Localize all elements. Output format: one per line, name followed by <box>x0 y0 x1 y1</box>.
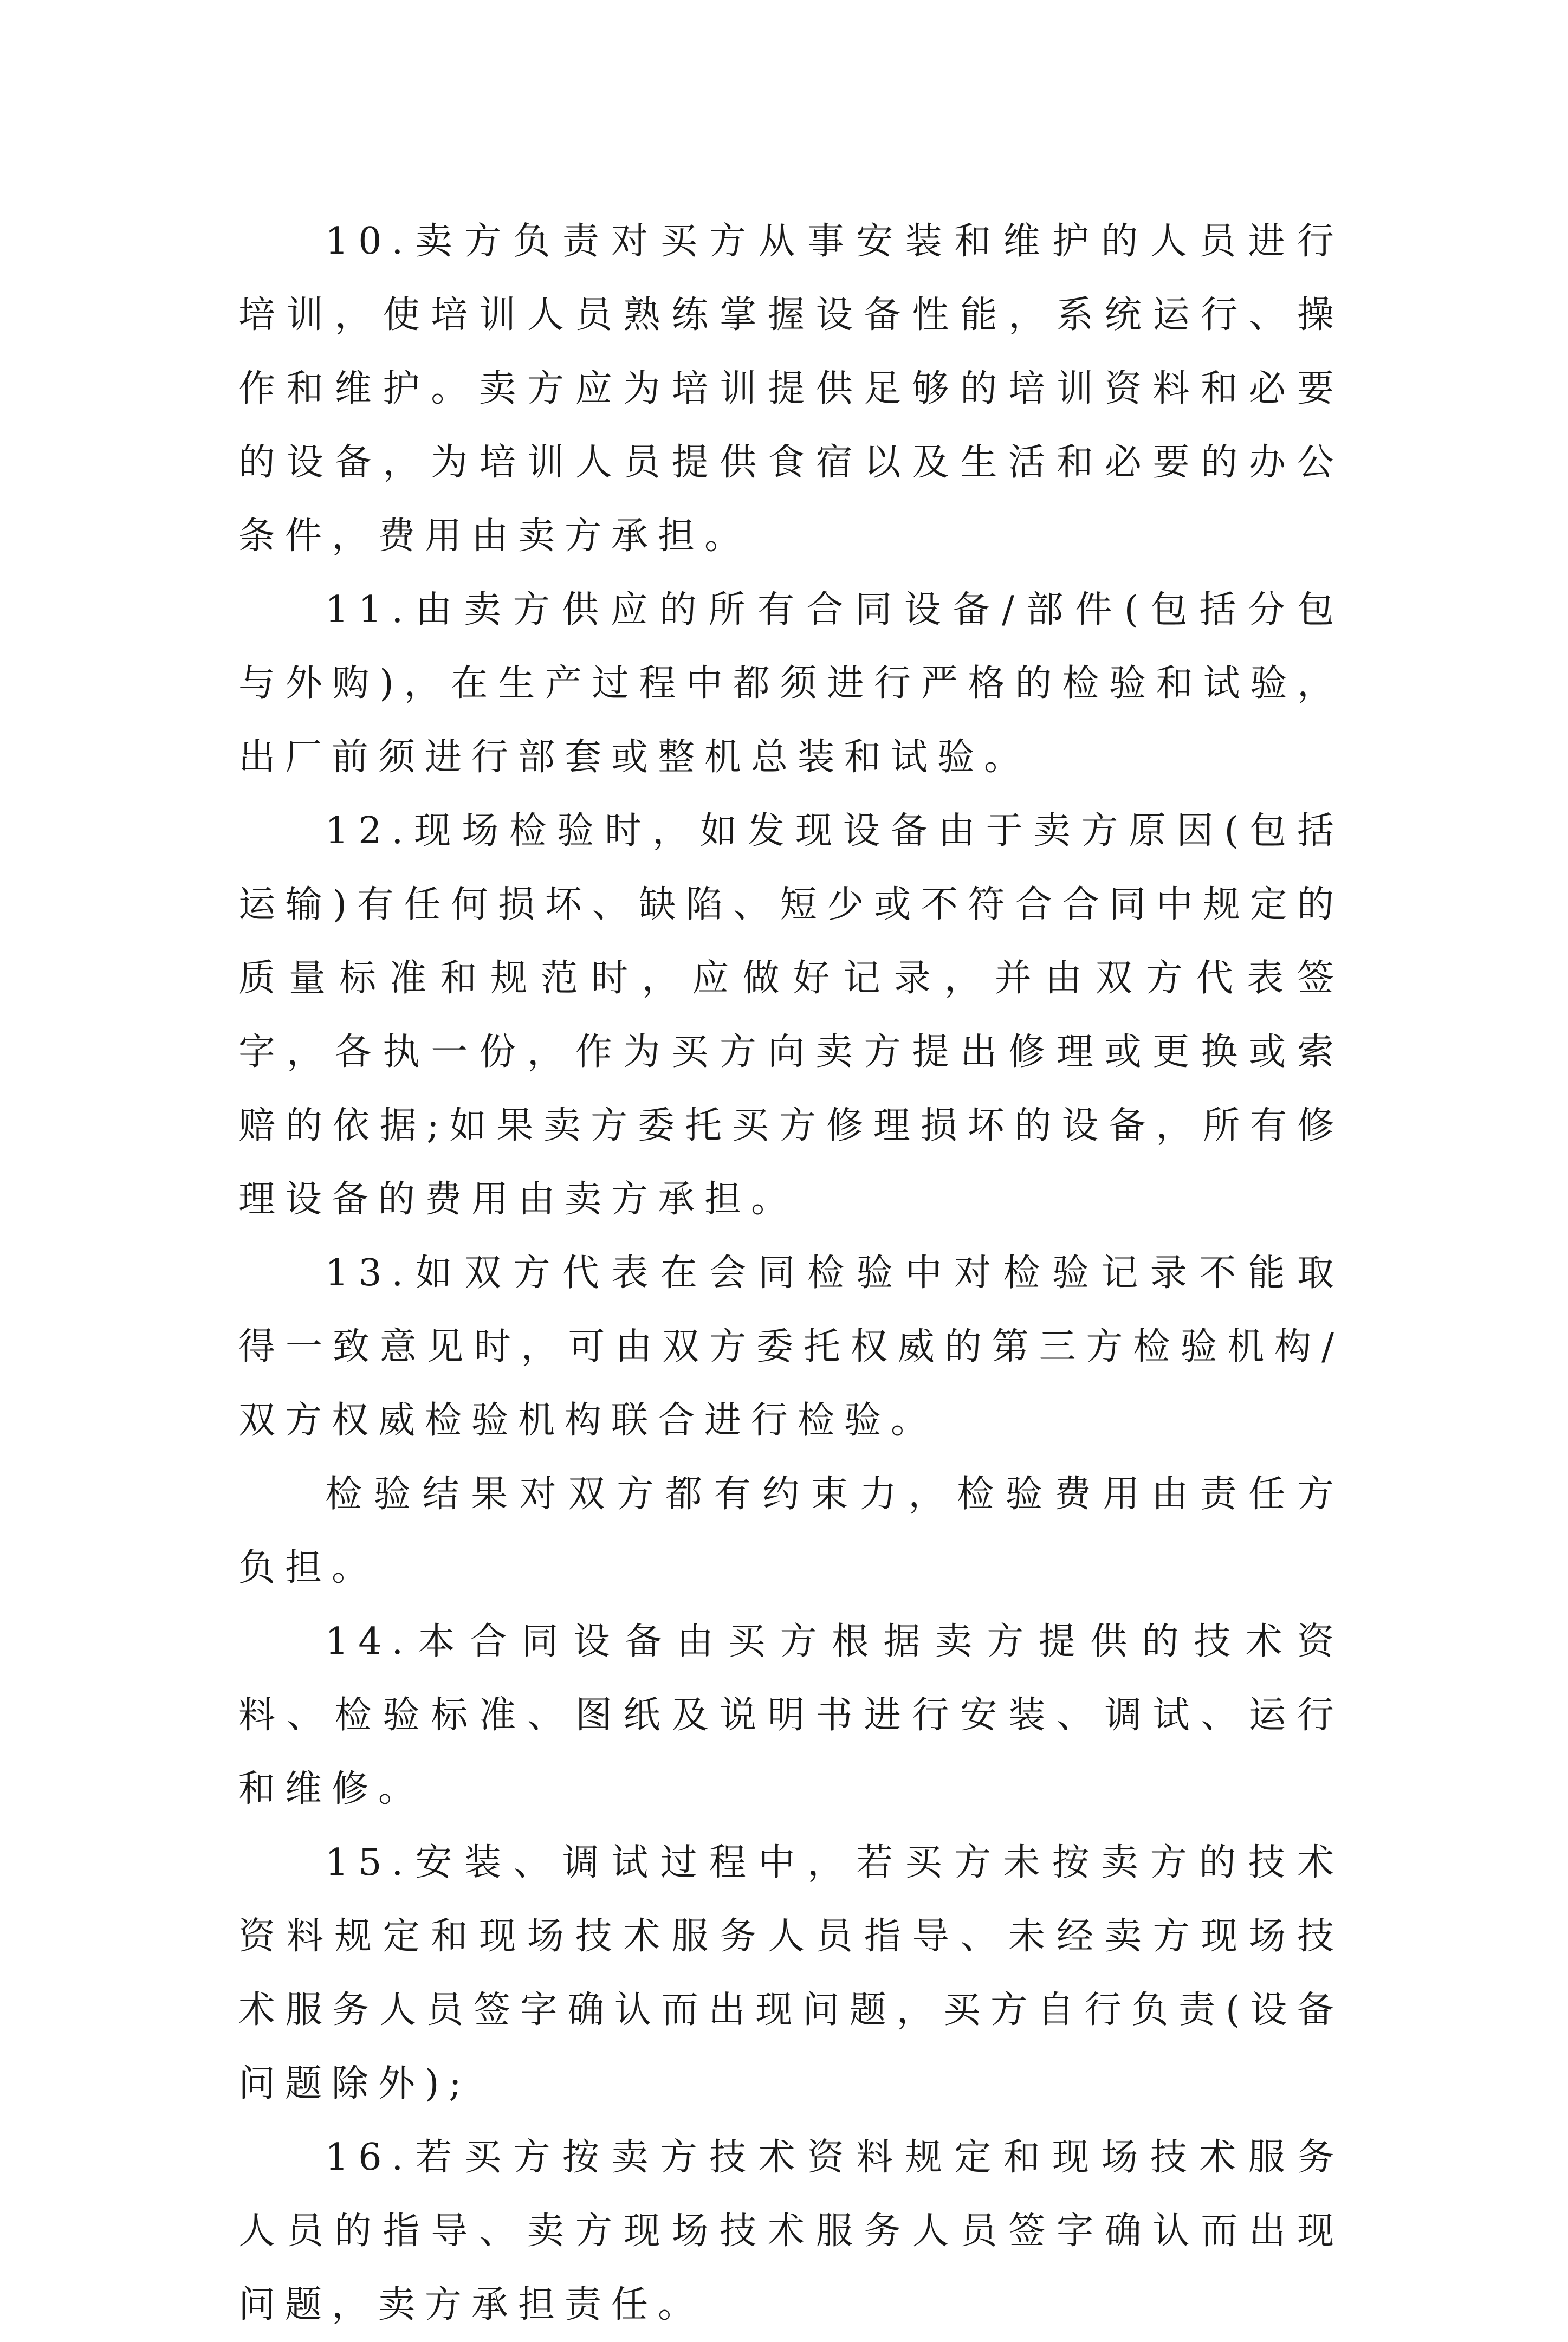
paragraph-inspection-result: 检验结果对双方都有约束力，检验费用由责任方负担。 <box>238 1473 1344 1589</box>
paragraph-13-joint-inspection: 13.如双方代表在会同检验中对检验记录不能取得一致意见时，可由双方委托权威的第三方检验机构/双方权威检验机构联合进行检验。 <box>238 1252 1344 1442</box>
paragraph-15-buyer-responsibility: 15.安装、调试过程中，若买方未按卖方的技术资料规定和现场技术服务人员指导、未经卖方现场技术服务人员签字确认而出现问题，买方自行负责(设备问题除外); <box>238 1841 1344 2105</box>
paragraph-12-site-inspection: 12.现场检验时，如发现设备由于卖方原因(包括运输)有任何损坏、缺陷、短少或不符合合同中规定的质量标准和规范时，应做好记录，并由双方代表签字，各执一份，作为买方向卖方提出修理或更换或索赔的依据;如果卖方委托买方修理损坏的设备，所有修理设备的费用由卖方承担。 <box>238 810 1344 1221</box>
paragraph-10-training: 10.卖方负责对买方从事安装和维护的人员进行培训，使培训人员熟练掌握设备性能，系统运行、操作和维护。卖方应为培训提供足够的培训资料和必要的设备，为培训人员提供食宿以及生活和必要的办公条件，费用由卖方承担。 <box>238 220 1344 558</box>
document-body <box>238 205 1344 2342</box>
paragraph-16-seller-responsibility: 16.若买方按卖方技术资料规定和现场技术服务人员的指导、卖方现场技术服务人员签字确认而出现问题，卖方承担责任。 <box>238 2136 1344 2326</box>
paragraph-11-inspection: 11.由卖方供应的所有合同设备/部件(包括分包与外购)，在生产过程中都须进行严格的检验和试验，出厂前须进行部套或整机总装和试验。 <box>238 588 1344 779</box>
paragraph-14-installation: 14.本合同设备由买方根据卖方提供的技术资料、检验标准、图纸及说明书进行安装、调试、运行和维修。 <box>238 1620 1344 1810</box>
